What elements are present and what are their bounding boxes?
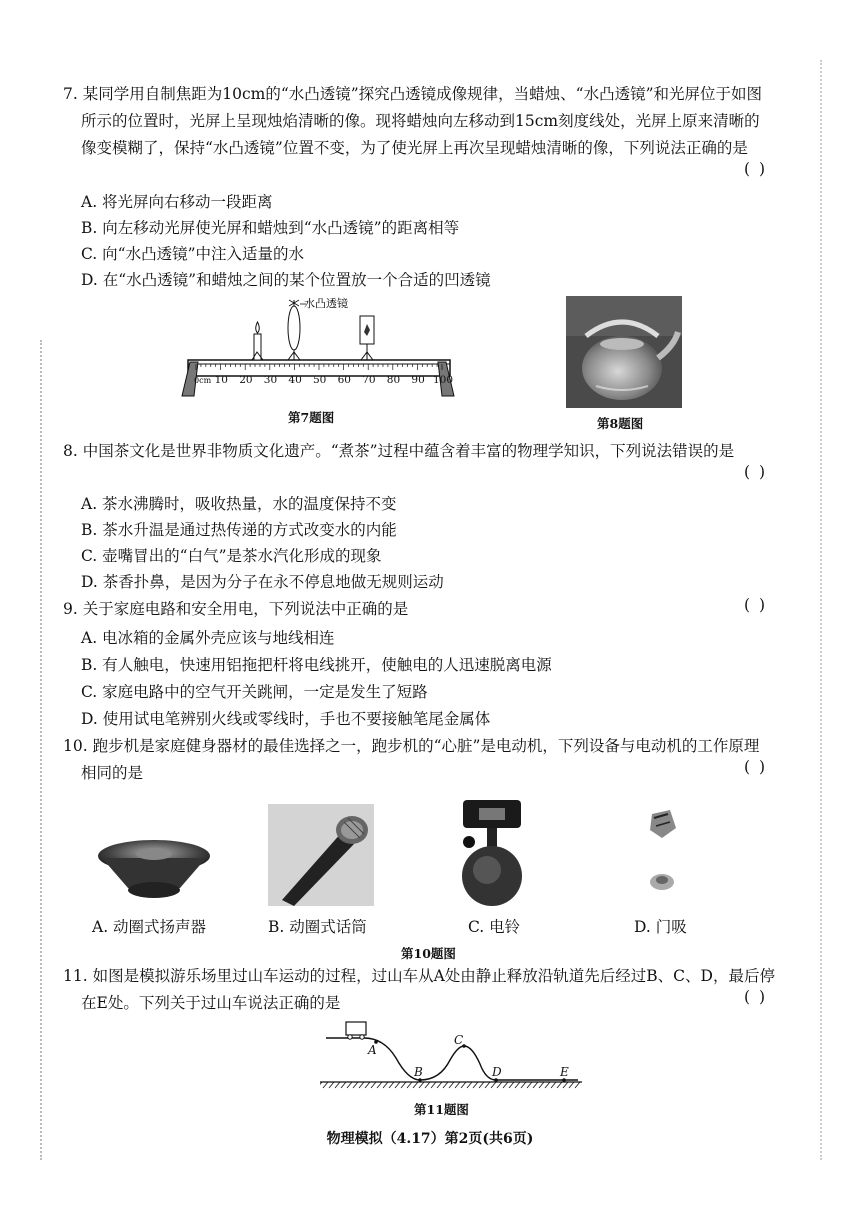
q8-option-a: A. 茶水沸腾时，吸收热量，水的温度保持不变: [81, 495, 397, 513]
ground-hatch: [527, 1082, 532, 1088]
q7-stem-line2: 所示的位置时，光屏上呈现烛焰清晰的像。现将蜡烛向左移动到15cm刻度线处，光屏上原来清晰的: [81, 112, 760, 130]
q10-speaker-photo: [96, 836, 212, 900]
ground-hatch: [461, 1082, 466, 1088]
q9-option-c: C. 家庭电路中的空气开关跳闸，一定是发生了短路: [81, 683, 428, 701]
ground-hatch: [521, 1082, 526, 1088]
ground-hatch: [407, 1082, 412, 1088]
ruler-tick-label: 30: [263, 374, 278, 386]
point-b-label: B: [414, 1065, 423, 1079]
q10-door-stopper-photo: [640, 808, 684, 900]
page-footer: 物理模拟（4.17）第2页(共6页): [326, 1131, 534, 1147]
ground-hatch: [455, 1082, 460, 1088]
q7-stem-line3: 像变模糊了，保持“水凸透镜”位置不变，为了使光屏上再次呈现蜡烛清晰的像，下列说法正确的是: [81, 139, 748, 157]
q8-option-d: D. 茶香扑鼻，是因为分子在永不停息地做无规则运动: [81, 573, 444, 591]
q10-microphone-photo: [268, 804, 374, 906]
ground-hatch: [353, 1082, 358, 1088]
binding-margin-right: [820, 60, 822, 1160]
ruler-tick-label: 40: [288, 374, 302, 386]
ruler-tick-label: 0cm: [194, 376, 212, 385]
ground-hatch: [491, 1082, 496, 1088]
ruler-tick-label: 80: [386, 374, 401, 386]
q10-stem-line1: 10. 跑步机是家庭健身器材的最佳选择之一，跑步机的“心脏”是电动机，下列设备与电动机的工作原理: [63, 737, 760, 755]
q10-option-b: B. 动圈式话筒: [268, 918, 367, 936]
ground-hatch: [497, 1082, 502, 1088]
ground-hatch: [365, 1082, 370, 1088]
ground-hatch: [401, 1082, 406, 1088]
ground-hatch: [389, 1082, 394, 1088]
point-d-label: D: [492, 1065, 502, 1079]
ruler-tick-label: 100: [433, 374, 454, 386]
ground-hatch: [383, 1082, 388, 1088]
candle: [252, 322, 263, 360]
ground-hatch: [329, 1082, 334, 1088]
q8-figure-caption: 第8题图: [597, 416, 644, 431]
ground-hatch: [575, 1082, 580, 1088]
q8-option-b: B. 茶水升温是通过热传递的方式改变水的内能: [81, 521, 397, 539]
ground-hatch: [467, 1082, 472, 1088]
q10-electric-bell-photo: [453, 796, 531, 910]
q9-option-d: D. 使用试电笔辨别火线或零线时，手也不要接触笔尾金属体: [81, 710, 491, 728]
ground-hatch: [473, 1082, 478, 1088]
ground-hatch: [533, 1082, 538, 1088]
q7-option-d: D. 在“水凸透镜”和蜡烛之间的某个位置放一个合适的凹透镜: [81, 271, 491, 289]
ground-hatch: [425, 1082, 430, 1088]
ground-hatch: [377, 1082, 382, 1088]
q9-option-b: B. 有人触电，快速用铝拖把杆将电线挑开，使触电的人迅速脱离电源: [81, 656, 552, 674]
q10-option-c: C. 电铃: [468, 918, 521, 936]
ground-hatch: [437, 1082, 442, 1088]
ground-hatch: [413, 1082, 418, 1088]
point-c-label: C: [454, 1033, 464, 1047]
ground-hatch: [449, 1082, 454, 1088]
point-e-label: E: [560, 1065, 569, 1079]
q7-option-b: B. 向左移动光屏使光屏和蜡烛到“水凸透镜”的距离相等: [81, 219, 460, 237]
ground-hatch: [371, 1082, 376, 1088]
ground-hatch: [479, 1082, 484, 1088]
ground-hatch: [551, 1082, 556, 1088]
ground-hatch: [431, 1082, 436, 1088]
point-a-label: A: [368, 1043, 377, 1057]
ground-hatch: [515, 1082, 520, 1088]
ground-hatch: [419, 1082, 424, 1088]
q7-stem-line1: 7. 某同学用自制焦距为10cm的“水凸透镜”探究凸透镜成像规律，当蜡烛、“水凸透镜”和光屏位于如图: [63, 85, 763, 103]
q8-answer-paren: ( ): [744, 463, 768, 481]
q7-answer-paren: ( ): [744, 160, 768, 178]
water-lens-label: 水凸透镜: [304, 297, 348, 310]
ground-hatch: [563, 1082, 568, 1088]
binding-margin-left: [40, 340, 42, 1160]
ground-hatch: [323, 1082, 328, 1088]
q10-option-a: A. 动圈式扬声器: [92, 918, 207, 936]
q11-stem-line2: 在E处。下列关于过山车说法正确的是: [81, 994, 341, 1012]
ground-hatch: [509, 1082, 514, 1088]
ground-hatch: [557, 1082, 562, 1088]
ruler-tick-label: 90: [411, 374, 425, 386]
ground-hatch: [485, 1082, 490, 1088]
ground-hatch: [503, 1082, 508, 1088]
q10-figure-caption: 第10题图: [401, 946, 456, 961]
ground-hatch: [335, 1082, 340, 1088]
q10-option-d: D. 门吸: [634, 918, 687, 936]
ground-hatch: [395, 1082, 400, 1088]
q8-kettle-photo: [566, 296, 682, 408]
q9-option-a: A. 电冰箱的金属外壳应该与地线相连: [81, 629, 335, 647]
ground-hatch: [341, 1082, 346, 1088]
q9-answer-paren: ( ): [744, 596, 768, 614]
q7-optical-bench-figure: [178, 296, 458, 404]
ground-hatch: [320, 1082, 322, 1088]
ruler-tick-label: 50: [313, 374, 327, 386]
ruler-tick-label: 10: [214, 374, 228, 386]
ground-hatch: [545, 1082, 550, 1088]
ruler-tick-label: 20: [239, 374, 253, 386]
q7-option-a: A. 将光屏向右移动一段距离: [81, 193, 273, 211]
q10-stem-line2: 相同的是: [81, 764, 144, 782]
q7-option-c: C. 向“水凸透镜”中注入适量的水: [81, 245, 305, 263]
ruler-tick-label: 70: [362, 374, 376, 386]
ruler-tick-label: 60: [337, 374, 351, 386]
ground-hatch: [347, 1082, 352, 1088]
q10-answer-paren: ( ): [744, 758, 768, 776]
ground-hatch: [359, 1082, 364, 1088]
ground-hatch: [443, 1082, 448, 1088]
ground-hatch: [539, 1082, 544, 1088]
q11-stem-line1: 11. 如图是模拟游乐场里过山车运动的过程，过山车从A处由静止释放沿轨道先后经过B、C、D，最后停: [63, 967, 775, 985]
q8-option-c: C. 壶嘴冒出的“白气”是茶水汽化形成的现象: [81, 547, 382, 565]
q8-stem-line1: 8. 中国茶文化是世界非物质文化遗产。“煮茶”过程中蕴含着丰富的物理学知识，下列说法错误的是: [63, 442, 735, 460]
q11-answer-paren: ( ): [744, 988, 768, 1006]
ground-hatch: [569, 1082, 574, 1088]
light-screen: [360, 316, 374, 360]
q11-roller-coaster-figure: [320, 1016, 582, 1094]
q7-figure-caption: 第7题图: [288, 410, 335, 425]
q11-figure-caption: 第11题图: [414, 1102, 469, 1117]
q9-stem-line1: 9. 关于家庭电路和安全用电，下列说法中正确的是: [63, 600, 409, 618]
